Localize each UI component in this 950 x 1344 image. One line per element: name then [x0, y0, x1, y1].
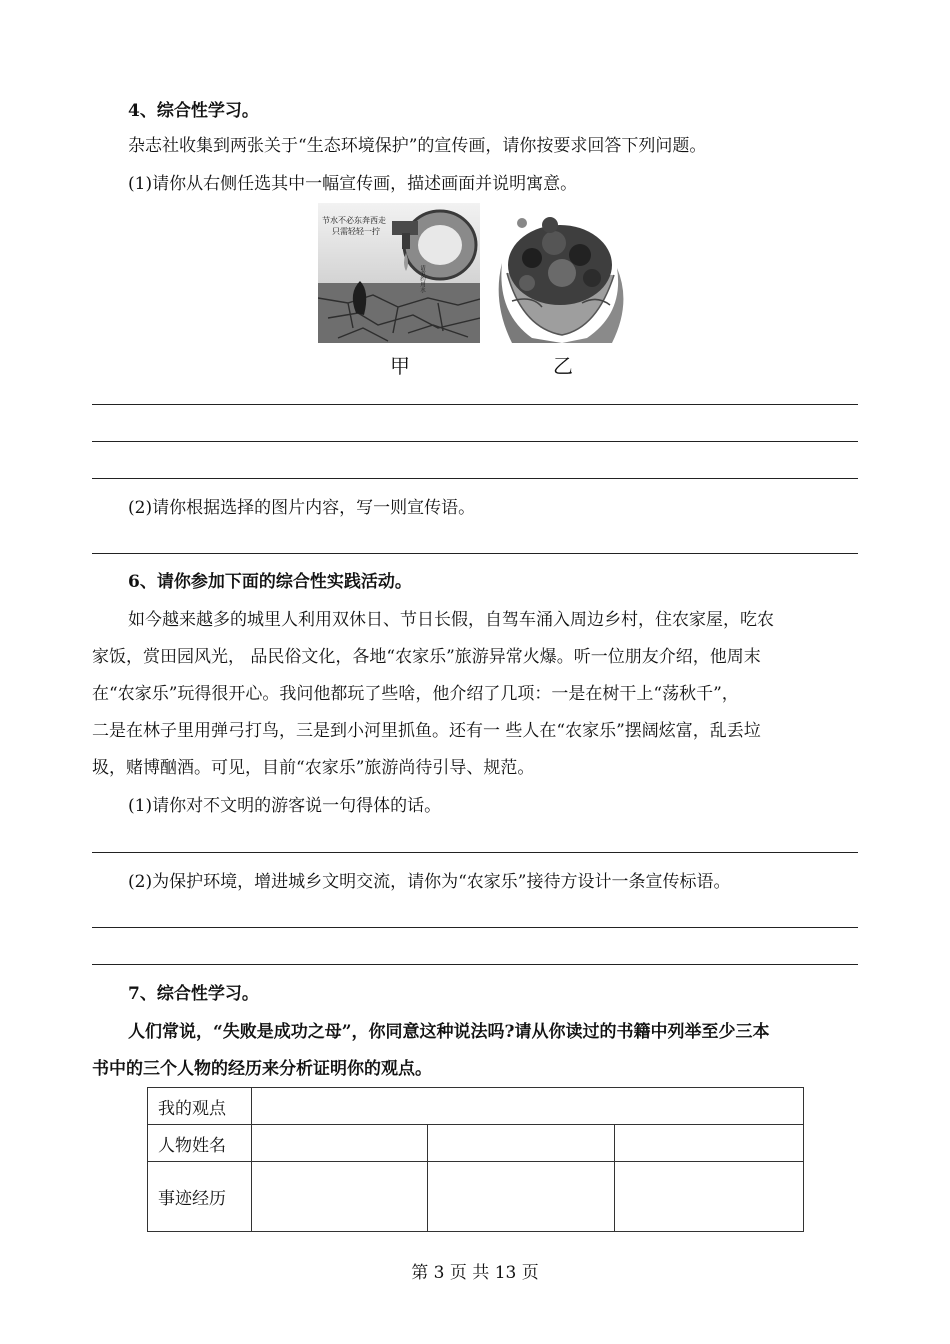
poster-a-text-2: 只需轻轻一拧	[332, 227, 380, 236]
poster-a-caption: 甲	[390, 354, 410, 378]
q6-part1: (1)请你对不文明的游客说一句得体的话。	[128, 796, 442, 816]
poster-b-caption: 乙	[553, 354, 573, 378]
deeds-cell[interactable]	[252, 1162, 428, 1232]
answer-line	[92, 852, 858, 853]
q6-para-line-5: 圾，赌博酗酒。可见，目前“农家乐”旅游尚待引导、规范。	[92, 758, 535, 778]
character-name-cell[interactable]	[615, 1125, 804, 1162]
row-label-opinion: 我的观点	[148, 1088, 252, 1125]
poster-a-text-3: 请节约用水	[419, 265, 425, 293]
q7-answer-table	[147, 1087, 804, 1232]
poster-a-text-1: 节水不必东奔西走	[322, 216, 386, 225]
row-label-deeds: 事迹经历	[148, 1162, 252, 1232]
deeds-cell[interactable]	[428, 1162, 615, 1232]
page-number: 第 3 页 共 13 页	[411, 1263, 539, 1283]
q7-prompt-line-1: 人们常说，“失败是成功之母”，你同意这种说法吗?请从你读过的书籍中列举至少三本	[128, 1022, 770, 1042]
q4-part1: (1)请你从右侧任选其中一幅宣传画，描述画面并说明寓意。	[128, 174, 578, 194]
q6-para-line-3: 在“农家乐”玩得很开心。我问他都玩了些啥，他介绍了几项：一是在树干上“荡秋千”，	[92, 684, 739, 704]
answer-line	[92, 553, 858, 554]
answer-line	[92, 404, 858, 405]
row-label-character-names: 人物姓名	[148, 1125, 252, 1162]
q6-para-line-1: 如今越来越多的城里人利用双休日、节日长假，自驾车涌入周边乡村，住农家屋，吃农	[128, 610, 774, 630]
answer-line	[92, 964, 858, 965]
deeds-cell[interactable]	[615, 1162, 804, 1232]
poster-a-image	[318, 203, 480, 343]
q7-heading: 7、综合性学习。	[128, 984, 259, 1004]
q4-heading: 4、综合性学习。	[128, 101, 259, 121]
q7-prompt-line-2: 书中的三个人物的经历来分析证明你的观点。	[92, 1059, 432, 1079]
answer-line	[92, 478, 858, 479]
poster-b-image	[492, 203, 627, 343]
q6-part2: (2)为保护环境，增进城乡文明交流，请你为“农家乐”接待方设计一条宣传标语。	[128, 872, 731, 892]
q6-para-line-4: 二是在林子里用弹弓打鸟，三是到小河里抓鱼。还有一 些人在“农家乐”摆阔炫富，乱丢垃	[92, 721, 761, 741]
q4-part2: (2)请你根据选择的图片内容，写一则宣传语。	[128, 498, 476, 518]
q4-intro: 杂志社收集到两张关于“生态环境保护”的宣传画，请你按要求回答下列问题。	[128, 136, 707, 156]
answer-line	[92, 927, 858, 928]
answer-line	[92, 441, 858, 442]
opinion-cell[interactable]	[252, 1088, 804, 1125]
character-name-cell[interactable]	[252, 1125, 428, 1162]
q6-para-line-2: 家饭，赏田园风光， 品民俗文化，各地“农家乐”旅游异常火爆。听一位朋友介绍，他周末	[92, 647, 761, 667]
character-name-cell[interactable]	[428, 1125, 615, 1162]
q6-heading: 6、请你参加下面的综合性实践活动。	[128, 572, 412, 592]
